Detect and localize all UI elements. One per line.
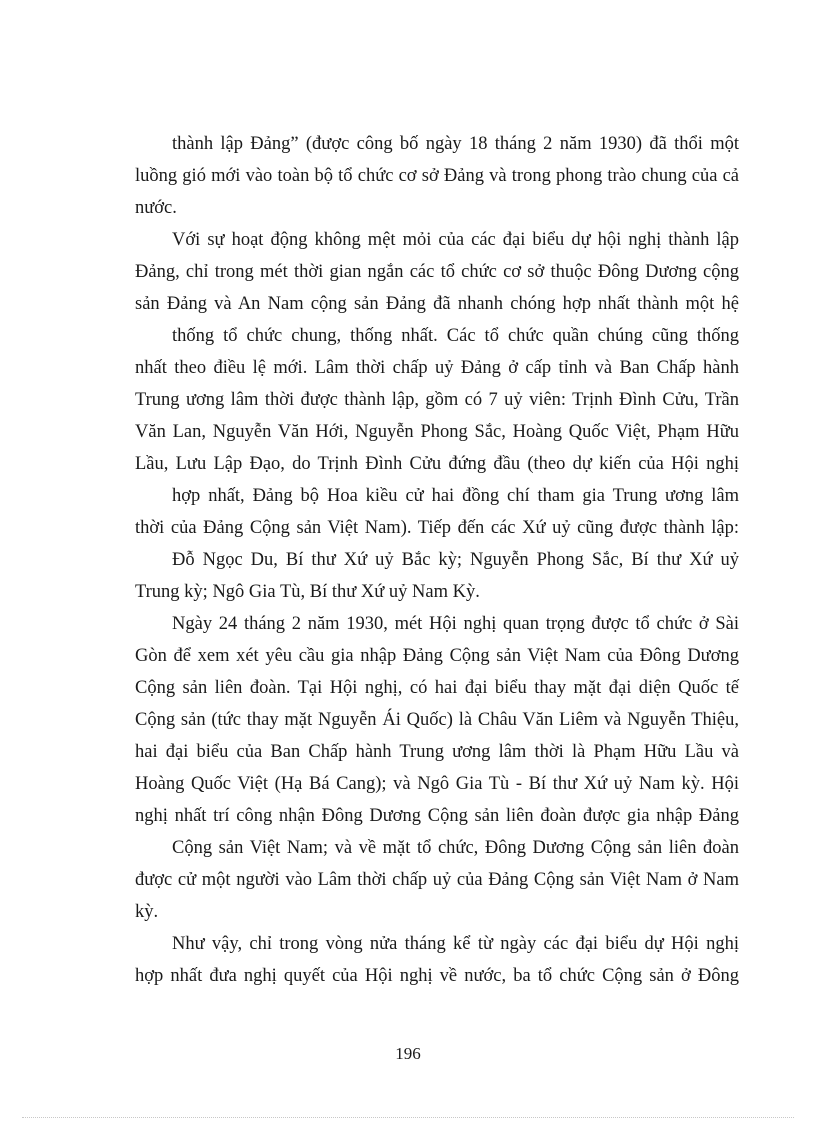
text-line-20: hai đại biểu của Ban Chấp hành Trung ương lâm thời là Phạm Hữu Lầu và — [135, 742, 739, 762]
text-line-10: Văn Lan, Nguyễn Văn Hới, Nguyễn Phong Sắc, Hoàng Quốc Việt, Phạm Hữu — [135, 422, 739, 442]
text-line-8: nhất theo điều lệ mới. Lâm thời chấp uỷ Đảng ở cấp tỉnh và Ban Chấp hành — [135, 358, 739, 378]
text-line-13: thời của Đảng Cộng sản Việt Nam). Tiếp đến các Xứ uỷ cũng được thành lập: — [135, 518, 739, 538]
text-line-18: Cộng sản liên đoàn. Tại Hội nghị, có hai đại biểu thay mặt đại diện Quốc tế — [135, 678, 739, 698]
text-line-3: nước. — [135, 198, 177, 218]
text-line-24: được cử một người vào Lâm thời chấp uỷ của Đảng Cộng sản Việt Nam ở Nam — [135, 870, 739, 890]
text-line-26: Như vậy, chỉ trong vòng nửa tháng kể từ ngày các đại biểu dự Hội nghị — [172, 934, 739, 954]
text-line-19: Cộng sản (tức thay mặt Nguyễn Ái Quốc) là Châu Văn Liêm và Nguyễn Thiệu, — [135, 710, 739, 730]
text-line-21: Hoàng Quốc Việt (Hạ Bá Cang); và Ngô Gia Tù - Bí thư Xứ uỷ Nam kỳ. Hội — [135, 774, 739, 794]
text-line-7: thống tổ chức chung, thống nhất. Các tổ chức quần chúng cũng thống — [172, 326, 739, 346]
text-line-11: Lầu, Lưu Lập Đạo, do Trịnh Đình Cửu đứng đầu (theo dự kiến của Hội nghị — [135, 454, 739, 474]
text-line-2: luồng gió mới vào toàn bộ tổ chức cơ sở Đảng và trong phong trào chung của cả — [135, 166, 739, 186]
text-line-15: Trung kỳ; Ngô Gia Tù, Bí thư Xứ uỷ Nam Kỳ. — [135, 582, 480, 602]
text-line-4: Với sự hoạt động không mệt mỏi của các đại biểu dự hội nghị thành lập — [172, 230, 739, 250]
text-line-5: Đảng, chỉ trong mét thời gian ngắn các tổ chức cơ sở thuộc Đông Dương cộng — [135, 262, 739, 282]
text-line-25: kỳ. — [135, 902, 159, 922]
text-line-27: hợp nhất đưa nghị quyết của Hội nghị về nước, ba tổ chức Cộng sản ở Đông — [135, 966, 739, 986]
text-line-1: thành lập Đảng” (được công bố ngày 18 tháng 2 năm 1930) đã thổi một — [172, 134, 739, 154]
page-number: 196 — [395, 1044, 421, 1063]
text-line-22: nghị nhất trí công nhận Đông Dương Cộng sản liên đoàn được gia nhập Đảng — [135, 806, 739, 826]
text-line-23: Cộng sản Việt Nam; và về mặt tổ chức, Đông Dương Cộng sản liên đoàn — [172, 838, 739, 858]
text-line-17: Gòn để xem xét yêu cầu gia nhập Đảng Cộng sản Việt Nam của Đông Dương — [135, 646, 739, 666]
text-line-14: Đỗ Ngọc Du, Bí thư Xứ uỷ Bắc kỳ; Nguyễn Phong Sắc, Bí thư Xứ uỷ — [172, 550, 739, 570]
text-line-16: Ngày 24 tháng 2 năm 1930, mét Hội nghị quan trọng được tổ chức ở Sài — [172, 614, 739, 634]
text-line-6: sản Đảng và An Nam cộng sản Đảng đã nhanh chóng hợp nhất thành một hệ — [135, 294, 739, 314]
text-line-9: Trung ương lâm thời được thành lập, gồm có 7 uỷ viên: Trịnh Đình Cửu, Trần — [135, 390, 739, 410]
text-line-12: hợp nhất, Đảng bộ Hoa kiều cử hai đồng chí tham gia Trung ương lâm — [172, 486, 739, 506]
bottom-divider — [22, 1117, 794, 1118]
